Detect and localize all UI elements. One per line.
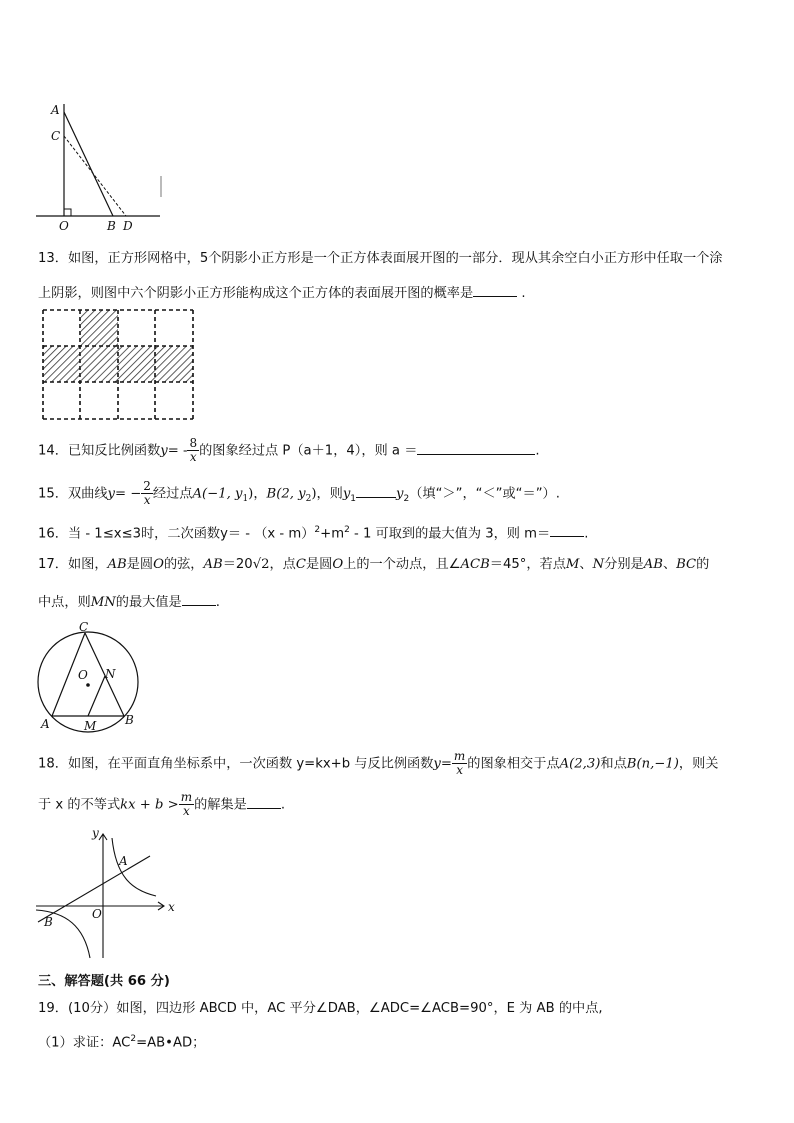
var-ACB: ACB bbox=[460, 557, 490, 572]
var-y1: y bbox=[342, 486, 351, 502]
denominator: x bbox=[189, 450, 197, 464]
text: 和点 bbox=[600, 756, 627, 772]
denominator: x bbox=[182, 804, 190, 818]
circle-O bbox=[38, 632, 138, 732]
subscript-2: 2 bbox=[305, 494, 312, 505]
label-C: C bbox=[51, 129, 61, 143]
text: 的图象相交于点 bbox=[467, 756, 560, 772]
superscript-2: 2 bbox=[344, 525, 350, 535]
shaded-square bbox=[81, 346, 118, 382]
period: . bbox=[584, 526, 589, 542]
period: . bbox=[215, 595, 220, 610]
label-N: N bbox=[105, 667, 116, 681]
text: ，点 bbox=[269, 557, 296, 572]
label-M: M bbox=[84, 719, 97, 733]
coordinate-plot-svg bbox=[36, 826, 186, 966]
question-15-tail: （填“＞”，“＜”或“＝”）. bbox=[409, 486, 560, 502]
shaded-square bbox=[43, 346, 80, 382]
text: 的最大值是 bbox=[115, 595, 182, 610]
question-14 bbox=[38, 437, 540, 465]
question-14-mid: 的图象经过点 P（a＋1，4），则 a ＝ bbox=[199, 443, 418, 459]
figure-q12-svg bbox=[36, 100, 166, 240]
var-AB: AB bbox=[203, 557, 223, 572]
var-BC: BC bbox=[676, 557, 697, 572]
question-15-prefix: 15．双曲线 bbox=[38, 486, 108, 502]
fraction-m-over-x bbox=[179, 791, 194, 818]
answer-blank-14[interactable] bbox=[417, 442, 535, 455]
text: （1）求证：AC bbox=[38, 1035, 131, 1051]
answer-blank-13[interactable] bbox=[473, 284, 517, 297]
question-17-line-2 bbox=[38, 593, 220, 612]
text: 的 bbox=[696, 557, 710, 572]
var-O: O bbox=[332, 557, 344, 572]
text: 于 x 的不等式 bbox=[38, 797, 121, 813]
question-13-text: 上阴影，则图中六个阴影小正方形能构成这个正方体的表面展开图的概率是 bbox=[38, 286, 474, 301]
figure-q12 bbox=[36, 100, 166, 240]
fraction-2-over-x bbox=[141, 480, 153, 507]
question-17-line-1 bbox=[38, 555, 709, 575]
denominator: x bbox=[143, 493, 151, 507]
section-3-heading: 三、解答题(共 66 分) bbox=[38, 974, 170, 989]
question-19-part-1 bbox=[38, 1030, 205, 1052]
answer-blank-15[interactable] bbox=[356, 485, 396, 498]
label-B: B bbox=[44, 915, 53, 929]
superscript-2: 2 bbox=[314, 525, 321, 535]
question-16-text-1: 16．当 - 1≤x≤3时，二次函数y＝ - （x - m） bbox=[38, 526, 315, 542]
label-O: O bbox=[59, 219, 69, 233]
question-16 bbox=[38, 521, 588, 543]
close-paren: )， bbox=[248, 486, 267, 502]
text: 是圆 bbox=[305, 557, 333, 572]
label-O: O bbox=[78, 668, 88, 682]
label-D: D bbox=[123, 219, 133, 233]
shaded-square bbox=[81, 310, 118, 346]
text: 中点，则 bbox=[38, 595, 91, 610]
var-y2: y bbox=[396, 486, 404, 502]
text: 、 bbox=[579, 557, 593, 572]
inequality: kx + b > bbox=[120, 797, 179, 813]
sqrt-2: √2 bbox=[252, 557, 270, 572]
label-y: y bbox=[92, 826, 99, 840]
var-MN: MN bbox=[90, 595, 116, 610]
figure-q17 bbox=[34, 620, 144, 735]
point-A: A(−1, y bbox=[192, 486, 243, 502]
answer-blank-18[interactable] bbox=[247, 796, 281, 809]
var-N: N bbox=[592, 557, 605, 572]
text: =AB•AD； bbox=[136, 1035, 206, 1051]
point-A: A(2,3) bbox=[559, 756, 601, 772]
var-y: y bbox=[433, 756, 441, 772]
equals: = bbox=[440, 756, 452, 772]
question-16-text-3: - 1 可取到的最大值为 3，则 m＝ bbox=[349, 526, 551, 542]
label-x: x bbox=[168, 900, 175, 914]
text: 的解集是 bbox=[194, 797, 247, 813]
point-B: B(2, y bbox=[266, 486, 306, 502]
fraction-m-over-x bbox=[452, 750, 467, 777]
answer-blank-17[interactable] bbox=[182, 593, 216, 606]
text: 是圆 bbox=[126, 557, 154, 572]
var-AB: AB bbox=[107, 557, 127, 572]
text: ，则关 bbox=[678, 756, 719, 772]
fraction-8-over-x bbox=[187, 437, 199, 464]
grid-svg bbox=[40, 308, 196, 422]
label-B: B bbox=[107, 219, 116, 233]
numerator: 2 bbox=[143, 479, 151, 493]
label-A: A bbox=[119, 854, 128, 868]
var-C: C bbox=[295, 557, 306, 572]
point-B: B(n,−1) bbox=[626, 756, 679, 772]
question-13-line-1: 13．如图，正方形网格中，5个阴影小正方形是一个正方体表面展开图的一部分．现从其余空白小正方形中任取一个涂 bbox=[38, 251, 723, 266]
var-M: M bbox=[565, 557, 580, 572]
question-16-text-2: +m bbox=[320, 526, 345, 542]
period: . bbox=[280, 797, 286, 813]
close-paren-b: )，则 bbox=[311, 486, 343, 502]
center-dot bbox=[86, 683, 90, 687]
question-15 bbox=[38, 480, 560, 512]
figure-q13-grid bbox=[40, 308, 196, 426]
label-C: C bbox=[79, 620, 89, 634]
denominator: x bbox=[456, 763, 463, 777]
label-A: A bbox=[51, 103, 60, 117]
text: ＝20 bbox=[222, 557, 253, 572]
question-13-line-2: 上阴影，则图中六个阴影小正方形能构成这个正方体的表面展开图的概率是 . bbox=[38, 286, 526, 301]
label-B: B bbox=[125, 713, 134, 727]
shaded-square bbox=[118, 346, 155, 382]
numerator: 8 bbox=[189, 436, 198, 450]
text: 17．如图， bbox=[38, 557, 108, 572]
equals-minus: = - bbox=[167, 443, 188, 459]
equals-minus: = − bbox=[114, 486, 142, 502]
var-AB: AB bbox=[643, 557, 663, 572]
text: 上的一个动点，且∠ bbox=[343, 557, 461, 572]
superscript-2: 2 bbox=[130, 1034, 137, 1044]
period: . bbox=[535, 443, 540, 459]
var-y: y bbox=[107, 486, 115, 502]
question-18-line-1 bbox=[38, 750, 718, 778]
question-15-mid: 经过点 bbox=[152, 486, 193, 502]
numerator: m bbox=[453, 749, 466, 763]
text: 分别是 bbox=[604, 557, 644, 572]
var-O: O bbox=[153, 557, 164, 572]
text: 18．如图，在平面直角坐标系中，一次函数 y=kx+b 与反比例函数 bbox=[38, 756, 434, 772]
question-18-line-2 bbox=[38, 791, 285, 819]
answer-blank-16[interactable] bbox=[550, 524, 584, 537]
var-y: y bbox=[160, 443, 168, 459]
figure-q18 bbox=[36, 826, 186, 966]
shaded-square bbox=[155, 346, 193, 382]
label-O: O bbox=[92, 907, 102, 921]
question-19: 19．(10分）如图，四边形 ABCD 中，AC 平分∠DAB，∠ADC=∠ACB=90°，E 为 AB 的中点, bbox=[38, 1001, 603, 1016]
question-14-prefix: 14．已知反比例函数 bbox=[38, 443, 161, 459]
text: ＝45°，若点 bbox=[489, 557, 566, 572]
text: 的弦， bbox=[163, 557, 204, 572]
numerator: m bbox=[180, 790, 193, 804]
label-A: A bbox=[41, 717, 50, 731]
subscript-2: 2 bbox=[403, 494, 410, 505]
subscript-1: 1 bbox=[242, 494, 249, 505]
text: 、 bbox=[662, 557, 677, 572]
subscript-1: 1 bbox=[350, 494, 357, 505]
